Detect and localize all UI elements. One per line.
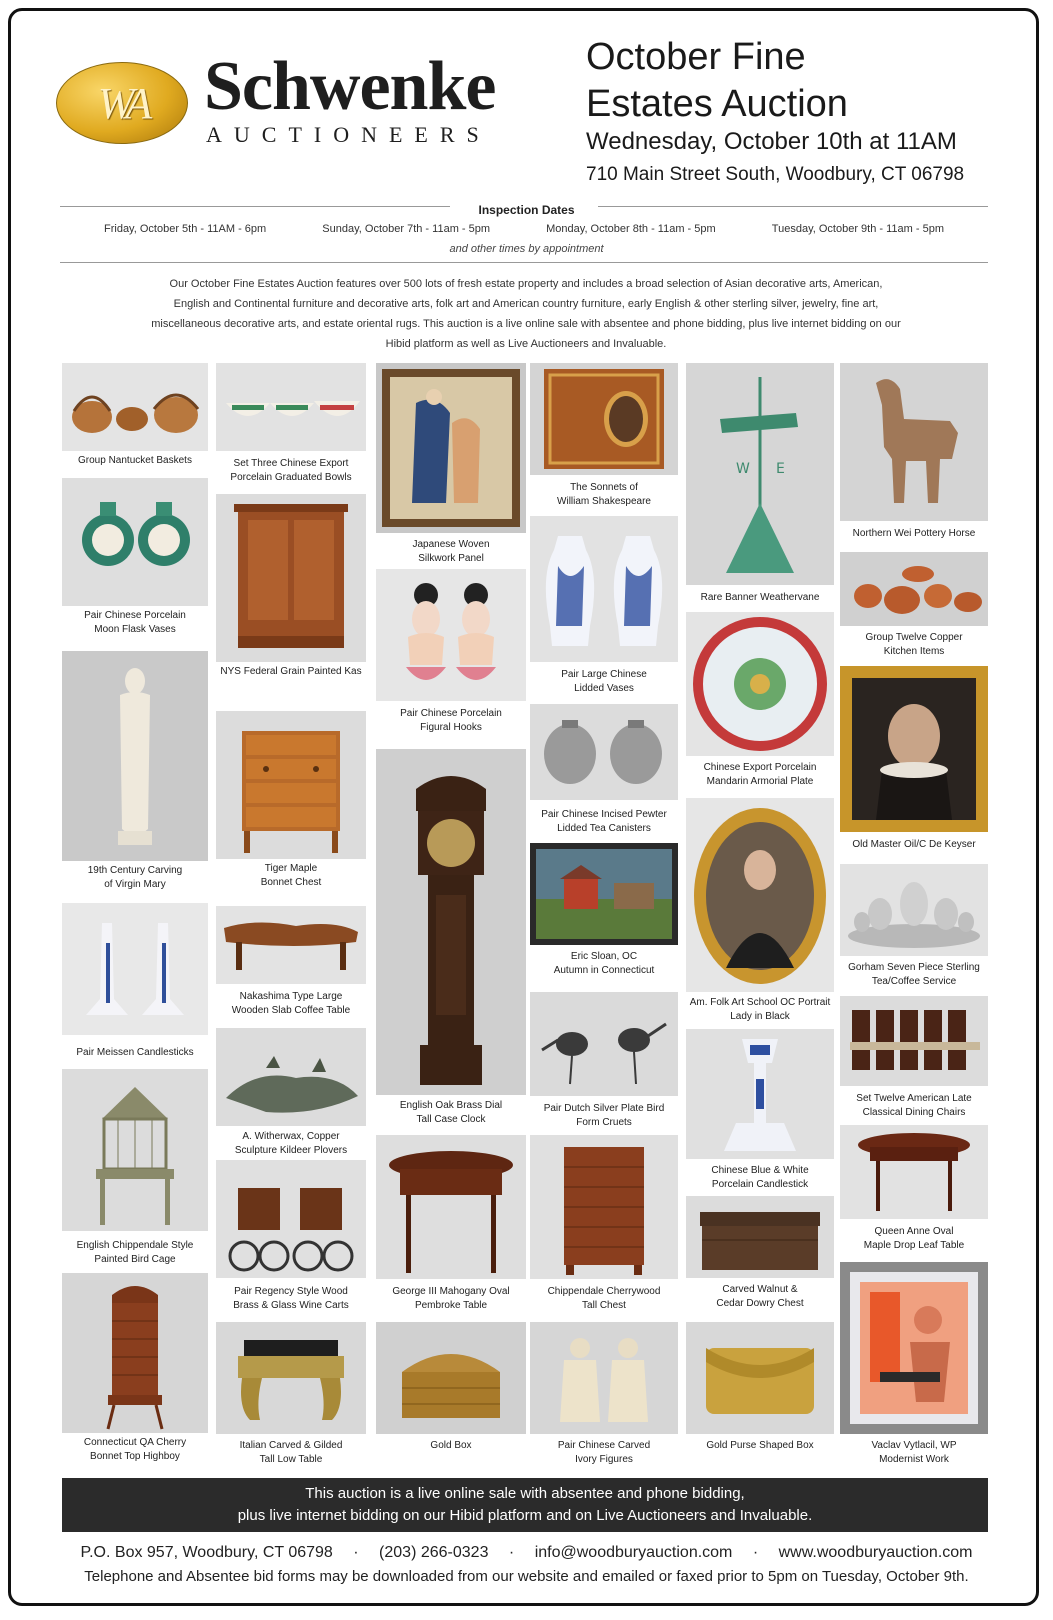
lot-photo (530, 843, 678, 945)
lot-photo (216, 711, 366, 859)
lot-photo (62, 903, 208, 1035)
contact-line (0, 1544, 1053, 1562)
lot-photo (216, 494, 366, 662)
lot-caption: Am. Folk Art School OC Portrait Lady in Black (689, 997, 831, 1022)
lot-photo (686, 1196, 834, 1278)
logo-oval (56, 62, 188, 144)
lot-caption: Pair Chinese Incised Pewter Lidded Tea Canisters (541, 809, 667, 834)
auction-date: Wednesday, October 10th at 11AM (586, 128, 957, 155)
lot-photo (840, 1125, 988, 1219)
lot-photo (216, 1160, 366, 1278)
inspection-date: Friday, October 5th - 11AM - 6pm (104, 223, 267, 235)
banner-line-1: This auction is a live online sale with absentee and phone bidding, (305, 1485, 745, 1502)
lot-photo (840, 363, 988, 521)
auction-title (586, 34, 848, 128)
lot-caption: Chinese Export Porcelain Mandarin Armorial Plate (703, 762, 817, 787)
auction-address: 710 Main Street South, Woodbury, CT 06798 (586, 164, 965, 185)
lot-photo (840, 996, 988, 1086)
lot-photo (216, 1028, 366, 1126)
lot-photo (530, 1135, 678, 1279)
lot-photo (530, 1322, 678, 1434)
inspection-dates (104, 223, 944, 235)
separator: · (508, 1544, 515, 1561)
bid-forms-note: Telephone and Absentee bid forms may be downloaded from our website and emailed or faxed prior to 5pm on Tuesday, October 9th. (84, 1568, 969, 1585)
lot-photo (62, 651, 208, 861)
lot-photo (216, 906, 366, 984)
lot-caption: Japanese Woven Silkwork Panel (412, 539, 490, 564)
email-link[interactable]: info@woodburyauction.com (534, 1544, 733, 1561)
intro-paragraph: Our October Fine Estates Auction features over 500 lots of fresh estate property and includes a broad selection of Asian decorative arts, American, English and Continental furniture and decorative arts, folk art and American country furniture, early English & other sterling silver, jewelry, fine art, miscellaneous decorative arts, and estate oriental rugs. This auction is a live online sale with absentee and phone bidding, plus live internet bidding on our Hibid platform as well as Live Auctioneers and Invaluable. (151, 278, 901, 350)
lot-photo (376, 363, 526, 533)
lot-caption: Chinese Blue & White Porcelain Candlestick (711, 1165, 809, 1190)
lot-photo (216, 1322, 366, 1434)
lot-photo (686, 1322, 834, 1434)
separator: · (353, 1544, 359, 1561)
lot-caption: Gold Purse Shaped Box (706, 1440, 814, 1451)
lot-caption: Pair Chinese Porcelain Figural Hooks (400, 708, 502, 733)
lot-caption: Chippendale Cherrywood Tall Chest (547, 1286, 661, 1311)
website-link[interactable]: www.woodburyauction.com (778, 1544, 973, 1561)
lot-caption: Old Master Oil/C De Keyser (852, 839, 976, 850)
lot-caption: Pair Chinese Porcelain Moon Flask Vases (84, 610, 186, 635)
lot-photo (530, 704, 678, 800)
lot-caption: English Oak Brass Dial Tall Case Clock (399, 1100, 503, 1125)
auction-title-line-2: Estates Auction (586, 83, 848, 125)
phone-number[interactable]: (203) 266-0323 (379, 1544, 489, 1561)
lot-caption: Nakashima Type Large Wooden Slab Coffee Table (231, 991, 351, 1016)
inspection-note: and other times by appointment (449, 243, 604, 255)
brand-subtitle: AUCTIONEERS (206, 122, 491, 147)
lot-caption: A. Witherwax, Copper Sculpture Kildeer Plovers (234, 1131, 348, 1156)
svg-text:W: W (736, 461, 750, 477)
live-sale-banner (62, 1478, 988, 1532)
lot-photo (686, 363, 834, 585)
lot-caption: Pair Large Chinese Lidded Vases (561, 669, 647, 694)
lot-caption: Pair Regency Style Wood Brass & Glass Wine Carts (233, 1286, 349, 1311)
svg-text:E: E (776, 461, 785, 477)
lot-caption: The Sonnets of William Shakespeare (557, 482, 651, 507)
lot-photo (530, 363, 678, 475)
po-box: P.O. Box 957, Woodbury, CT 06798 (80, 1544, 333, 1561)
lot-photo (840, 552, 988, 626)
inspection-date: Monday, October 8th - 11am - 5pm (546, 223, 716, 235)
lot-caption: Group Twelve Copper Kitchen Items (865, 632, 963, 657)
lot-caption: Tiger Maple Bonnet Chest (260, 863, 322, 888)
lot-photo (62, 1273, 208, 1433)
lot-photo (62, 478, 208, 606)
lot-caption: George III Mahogany Oval Pembroke Table (392, 1286, 510, 1311)
lot-caption: Queen Anne Oval Maple Drop Leaf Table (863, 1226, 965, 1251)
logo-monogram: WA (97, 78, 147, 128)
lot-photo (376, 1322, 526, 1434)
lot-caption: Pair Meissen Candlesticks (76, 1047, 194, 1058)
lot-photo (686, 1029, 834, 1159)
lot-caption: Connecticut QA Cherry Bonnet Top Highboy (83, 1437, 187, 1462)
lot-photo (840, 666, 988, 832)
lot-caption: Italian Carved & Gilded Tall Low Table (239, 1440, 343, 1465)
lot-caption: NYS Federal Grain Painted Kas (220, 666, 362, 677)
lot-caption: 19th Century Carving of Virgin Mary (87, 865, 183, 890)
inspection-date: Tuesday, October 9th - 11am - 5pm (771, 223, 944, 235)
lot-caption: Carved Walnut & Cedar Dowry Chest (716, 1284, 804, 1309)
auction-title-line-1: October Fine (586, 36, 806, 78)
lot-photo (62, 363, 208, 451)
divider (60, 262, 988, 263)
lot-photo (376, 569, 526, 701)
lot-photo (840, 1262, 988, 1434)
brand-name: Schwenke (204, 48, 496, 125)
lot-caption: Northern Wei Pottery Horse (852, 528, 976, 539)
lot-caption: Set Three Chinese Export Porcelain Graduated Bowls (230, 458, 352, 483)
lot-photo (686, 612, 834, 756)
lot-photo (840, 864, 988, 956)
inspection-date: Sunday, October 7th - 11am - 5pm (322, 223, 491, 235)
lot-photo (376, 1135, 526, 1279)
inspection-heading: Inspection Dates (478, 203, 575, 217)
lot-caption: Set Twelve American Late Classical Dining Chairs (856, 1093, 972, 1118)
lot-photo (530, 992, 678, 1096)
lot-caption: Vaclav Vytlacil, WP Modernist Work (871, 1440, 957, 1465)
lot-caption: Group Nantucket Baskets (78, 455, 192, 466)
lot-photo (216, 363, 366, 451)
lot-caption: Gorham Seven Piece Sterling Tea/Coffee Service (848, 962, 980, 987)
lot-caption: Pair Chinese Carved Ivory Figures (557, 1440, 651, 1465)
banner-line-2: plus live internet bidding on our Hibid platform and on Live Auctioneers and Invaluable. (237, 1507, 813, 1524)
lot-photo (376, 749, 526, 1095)
lot-caption: English Chippendale Style Painted Bird Cage (76, 1240, 194, 1265)
lot-caption: Gold Box (430, 1440, 472, 1451)
lot-photo (686, 798, 834, 992)
separator: · (752, 1544, 759, 1561)
lot-photo (62, 1069, 208, 1231)
lot-caption: Rare Banner Weathervane (700, 592, 820, 603)
lot-caption: Pair Dutch Silver Plate Bird Form Cruets (543, 1103, 665, 1128)
lot-photo (530, 516, 678, 662)
lot-caption: Eric Sloan, OC Autumn in Connecticut (553, 951, 655, 976)
